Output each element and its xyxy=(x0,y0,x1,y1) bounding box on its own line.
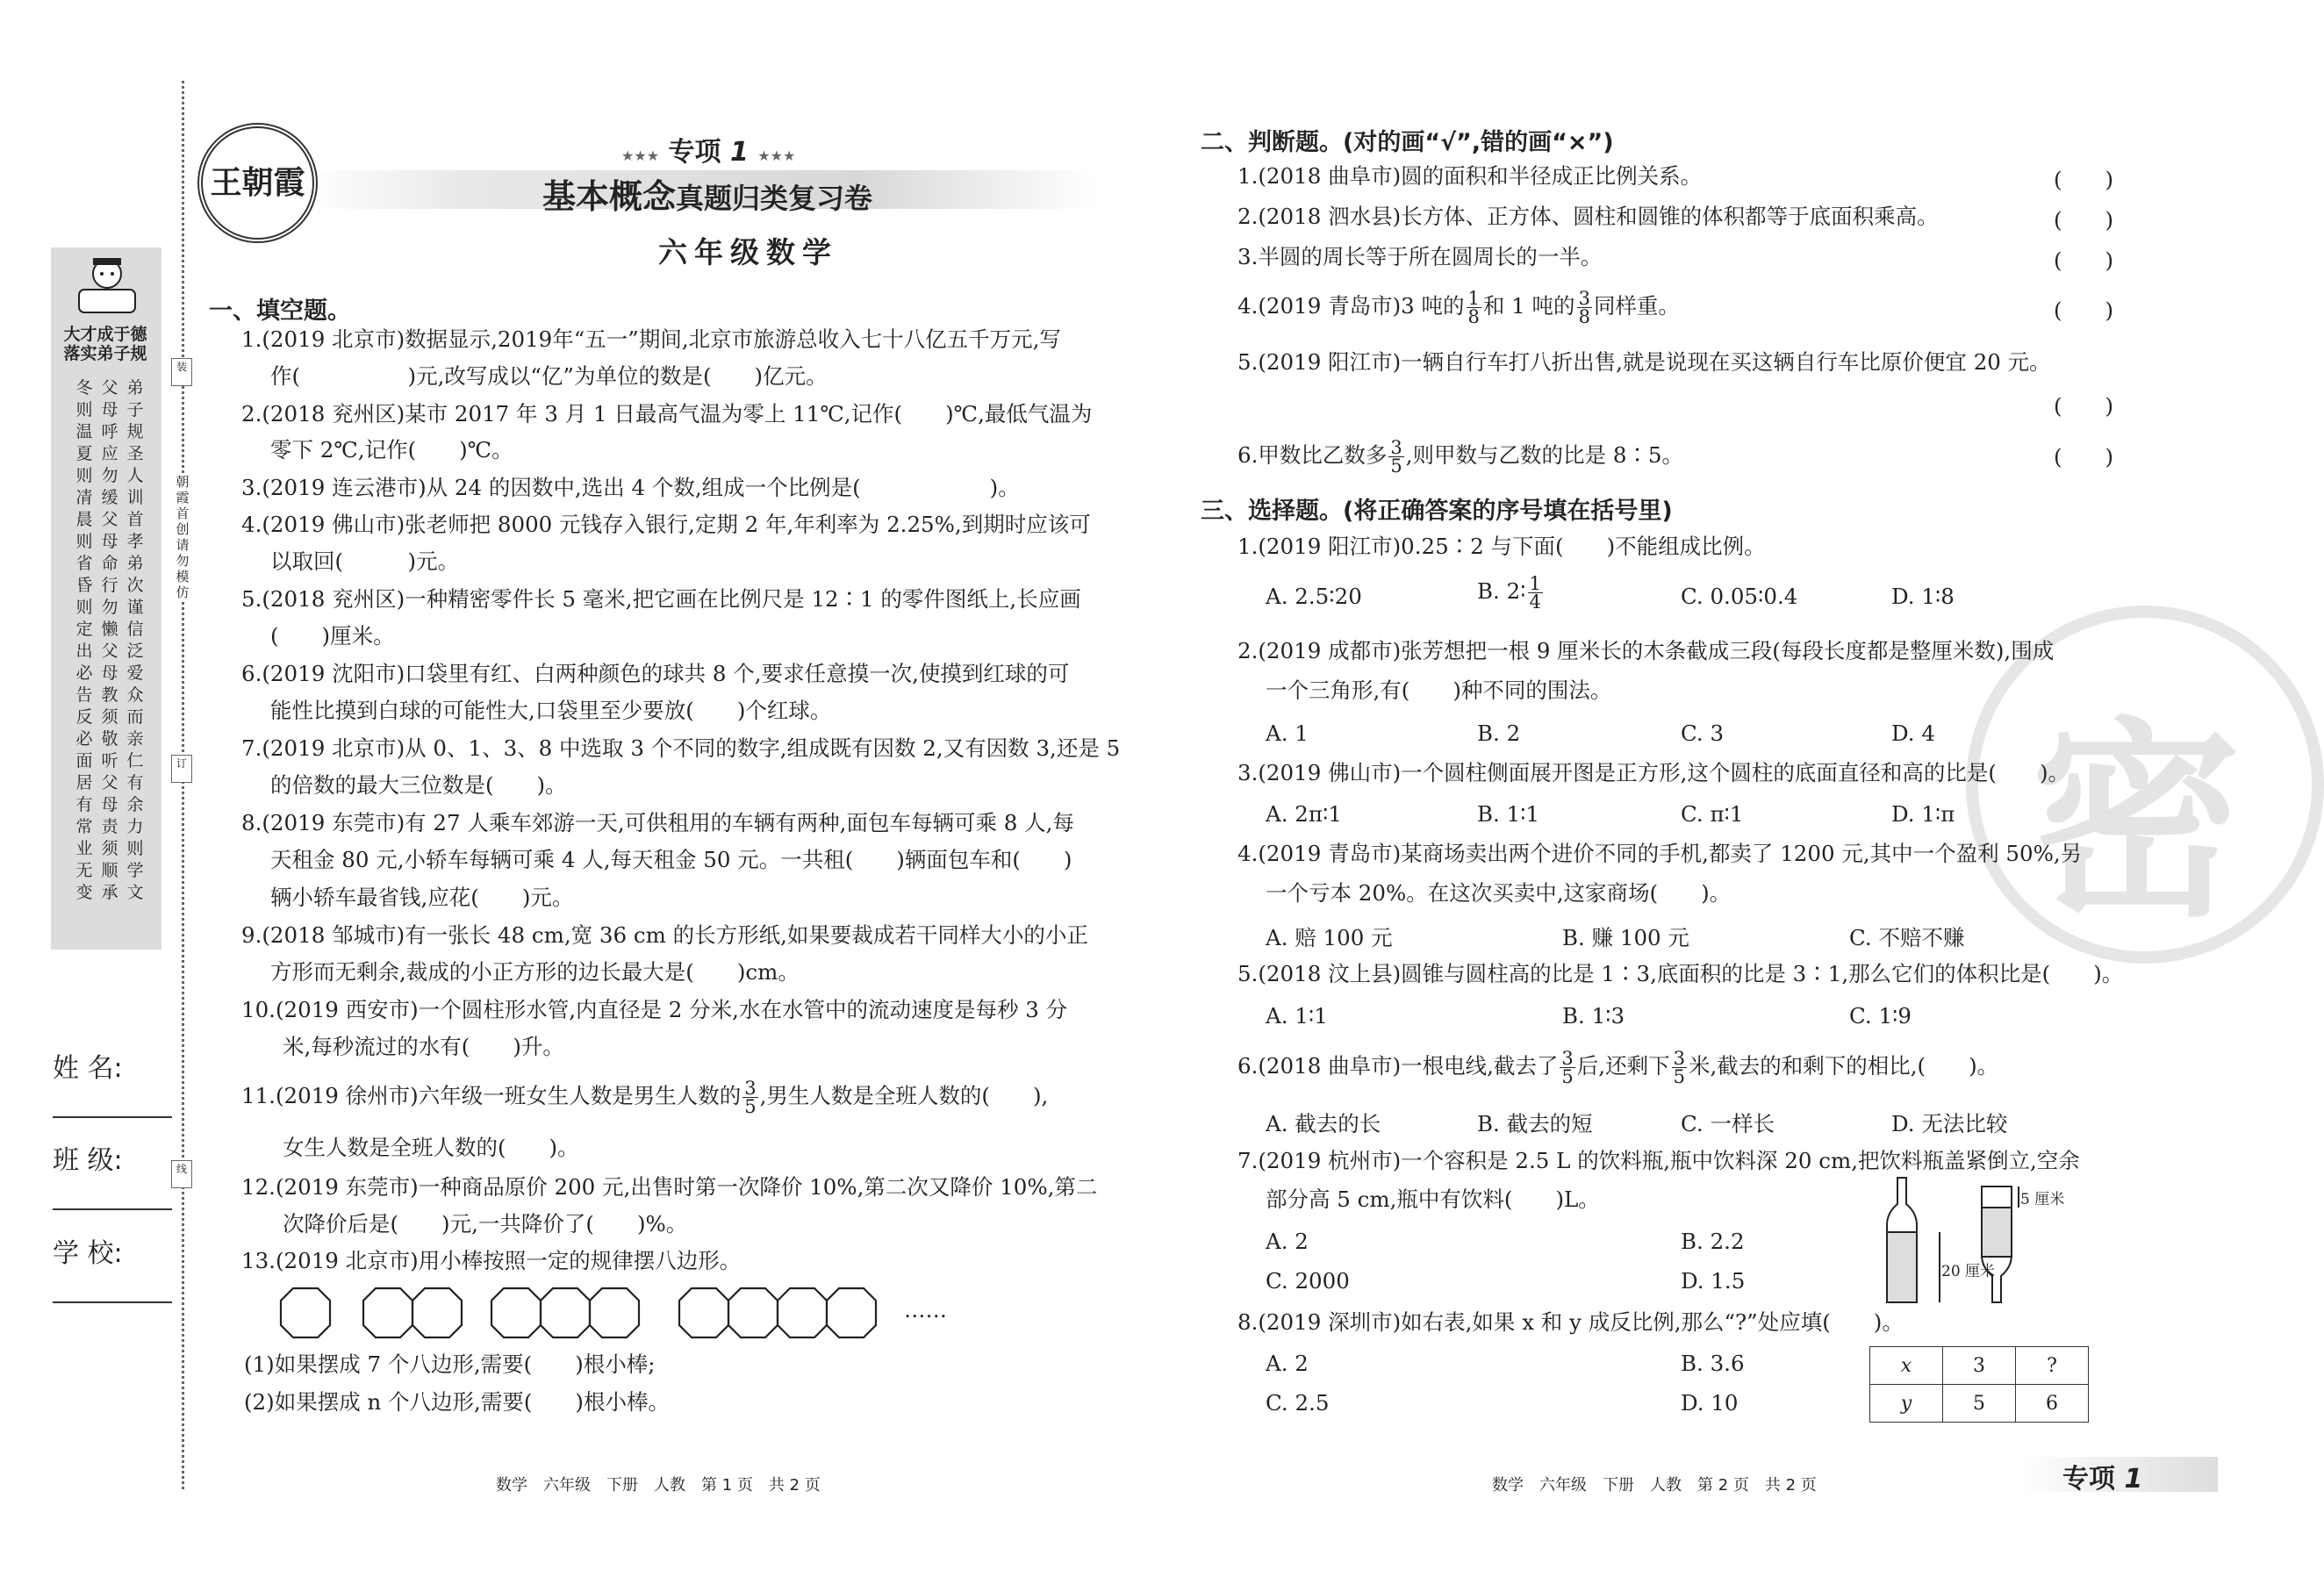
j4-part-b: 和 1 吨的 xyxy=(1482,293,1575,319)
title-bold: 基本概念 xyxy=(542,177,677,216)
octagon-3a xyxy=(491,1288,541,1337)
octagon-4c xyxy=(778,1288,827,1337)
c6-part-c: 米,截去的和剩下的相比,( )。 xyxy=(1688,1053,1999,1079)
octagon-4a xyxy=(679,1288,728,1337)
fraction-1-4 xyxy=(1528,575,1543,611)
cut-tag-2: 订 xyxy=(171,755,192,783)
table-cell: ? xyxy=(2016,1347,2089,1385)
c5-opt-a[interactable]: A. 1∶1 xyxy=(1266,1003,1328,1029)
j1: 1.(2018 曲阜市)圆的面积和半径成正比例关系。 xyxy=(1237,163,1703,189)
paper-title xyxy=(542,169,872,218)
q4-line2: 以取回( )元。 xyxy=(270,548,460,574)
c2-opt-b[interactable]: B. 2 xyxy=(1477,720,1521,746)
corner-text: 专项 xyxy=(2062,1464,2115,1495)
frac-num: 1 xyxy=(1529,573,1541,594)
frac-num: 3 xyxy=(744,1078,757,1099)
q9-line2: 方形而无剩余,裁成的小正方形的边长最大是( )cm。 xyxy=(270,959,800,985)
frac-den: 5 xyxy=(1390,455,1402,477)
q7-line2: 的倍数的最大三位数是( )。 xyxy=(270,772,567,798)
logo-text: 王朝霞 xyxy=(210,164,305,201)
q2-line1: 2.(2018 兖州区)某市 2017 年 3 月 1 日最高气温为零上 11℃,记作( )℃,最低气温为 xyxy=(241,401,1093,427)
subtitle: 六年级数学 xyxy=(658,235,838,269)
cut-tag-1: 装 xyxy=(171,358,192,386)
series-text: 专项 xyxy=(668,137,721,168)
c3-opt-b[interactable]: B. 1∶1 xyxy=(1477,801,1540,827)
name-field-label: 姓 名: xyxy=(53,1053,123,1084)
motto-line-1: 大才成于德 xyxy=(63,325,147,344)
c5: 5.(2018 汶上县)圆锥与圆柱高的比是 1∶3,底面积的比是 3∶1,那么它们的体积比是( )。 xyxy=(1237,961,2124,986)
fraction-3-5 xyxy=(1672,1050,1687,1086)
c7-opt-c[interactable]: C. 2000 xyxy=(1266,1268,1350,1294)
gutter-motto xyxy=(53,325,158,363)
frac-den: 5 xyxy=(744,1096,757,1117)
frac-den: 5 xyxy=(1673,1066,1685,1087)
c1-opt-b[interactable] xyxy=(1477,575,1545,611)
fraction-3-5 xyxy=(742,1079,757,1115)
c2-opt-d[interactable]: D. 4 xyxy=(1891,720,1935,746)
name-field-line[interactable] xyxy=(53,1116,172,1118)
title-rest: 真题归类复习卷 xyxy=(676,182,873,215)
q5-line1: 5.(2018 兖州区)一种精密零件长 5 毫米,把它画在比例尺是 12∶1 的零件图纸上,长应画 xyxy=(241,586,1081,612)
q5-line2: ( )厘米。 xyxy=(270,623,395,649)
j4 xyxy=(1237,290,1680,326)
j5-answer[interactable]: ( ) xyxy=(2054,393,2114,419)
octagon-2b xyxy=(412,1288,462,1337)
c4-opt-b[interactable]: B. 赚 100 元 xyxy=(1562,925,1689,950)
c6-part-a: 6.(2018 曲阜市)一根电线,截去了 xyxy=(1237,1053,1559,1079)
q12-line2: 次降价后是( )元,一共降价了( )%。 xyxy=(283,1211,688,1237)
couplet-col-1: 冬则温 夏则凊 晨则省 昏则定 出必告 反必面 居有常 业无变 xyxy=(75,378,93,902)
q8-line3: 辆小轿车最省钱,应花( )元。 xyxy=(270,885,574,910)
octagon-3b xyxy=(541,1288,590,1337)
c8-opt-b[interactable]: B. 3.6 xyxy=(1681,1351,1745,1376)
cut-note: 朝霞首创 请勿模仿 xyxy=(172,474,193,600)
school-field-label: 学 校: xyxy=(53,1238,123,1269)
c7-line2: 部分高 5 cm,瓶中有饮料( )L。 xyxy=(1266,1186,1600,1212)
j6-part-b: ,则甲数与乙数的比是 8∶5。 xyxy=(1405,442,1683,468)
octagon-3c xyxy=(590,1288,639,1337)
stars-left-icon: ★★★ xyxy=(621,147,660,164)
q1-line2: 作( )元,改写成以“亿”为单位的数是( )亿元。 xyxy=(270,363,828,389)
c8-opt-c[interactable]: C. 2.5 xyxy=(1266,1390,1330,1416)
fraction-1-8 xyxy=(1467,290,1481,326)
c4-line2: 一个亏本 20%。在这次买卖中,这家商场( )。 xyxy=(1266,880,1732,906)
binding-dotted-line xyxy=(182,81,184,1489)
series-num: 1 xyxy=(729,137,749,168)
c4-opt-a[interactable]: A. 赔 100 元 xyxy=(1266,925,1393,950)
fraction-3-5 xyxy=(1560,1050,1574,1086)
frac-den: 8 xyxy=(1578,306,1590,327)
section-choice-title: 三、选择题。(将正确答案的序号填在括号里) xyxy=(1201,498,1673,525)
table-cell: x xyxy=(1870,1347,1943,1385)
frac-num: 1 xyxy=(1467,288,1480,309)
couplet-col-3: 弟子规 圣人训 首孝弟 次谨信 泛爱众 而亲仁 有余力 则学文 xyxy=(126,378,144,902)
q3-line1: 3.(2019 连云港市)从 24 的因数中,选出 4 个数,组成一个比例是( )。 xyxy=(241,475,1020,500)
table-cell: 5 xyxy=(1943,1385,2016,1423)
q12-line1: 12.(2019 东莞市)一种商品原价 200 元,出售时第一次降价 10%,第二次又降价 10%,第二 xyxy=(241,1174,1098,1200)
q6-line2: 能性比摸到白球的可能性大,口袋里至少要放( )个红球。 xyxy=(270,698,832,723)
table-cell: 3 xyxy=(1943,1347,2016,1385)
j3-answer[interactable]: ( ) xyxy=(2054,247,2114,273)
octagon-4b xyxy=(728,1288,778,1337)
octagon-figure xyxy=(279,1283,946,1344)
frac-num: 3 xyxy=(1578,288,1590,309)
footer-right: 数学 六年级 下册 人教 第 2 页 共 2 页 xyxy=(1492,1476,1817,1495)
table-cell: y xyxy=(1870,1385,1943,1423)
q7-line1: 7.(2019 北京市)从 0、1、3、8 中选取 3 个不同的数字,组成既有因数 2,又有因数 3,还是 5 xyxy=(241,735,1121,761)
frac-den: 8 xyxy=(1467,306,1480,327)
c5-opt-c[interactable]: C. 1∶9 xyxy=(1849,1003,1912,1029)
j4-answer[interactable]: ( ) xyxy=(2054,298,2114,323)
fraction-3-8 xyxy=(1577,290,1592,326)
j2: 2.(2018 泗水县)长方体、正方体、圆柱和圆锥的体积都等于底面积乘高。 xyxy=(1237,204,1939,229)
q11-part-a: 11.(2019 徐州市)六年级一班女生人数是男生人数的 xyxy=(241,1083,742,1108)
c6-opt-a[interactable]: A. 截去的长 xyxy=(1266,1111,1381,1136)
section-judge-title: 二、判断题。(对的画“√”,错的画“×”) xyxy=(1201,129,1614,156)
c1-opt-d[interactable]: D. 1∶8 xyxy=(1891,584,1955,609)
c2-opt-a[interactable]: A. 1 xyxy=(1266,720,1309,746)
q13-sub1: (1)如果摆成 7 个八边形,需要( )根小棒; xyxy=(244,1351,656,1377)
corner-label xyxy=(2062,1457,2142,1495)
inverted-liquid xyxy=(1982,1208,2012,1257)
c1-opt-a[interactable]: A. 2.5∶20 xyxy=(1266,584,1362,609)
c4-line1: 4.(2019 青岛市)某商场卖出两个进价不同的手机,都卖了 1200 元,其中一个盈利 50%,另 xyxy=(1237,841,2083,866)
class-field-label: 班 级: xyxy=(53,1145,123,1176)
q8-line2: 天租金 80 元,小轿车每辆可乘 4 人,每天租金 50 元。一共租( )辆面包车和( ) xyxy=(270,847,1072,872)
j3: 3.半圆的周长等于所在圆周长的一半。 xyxy=(1237,244,1603,269)
frac-den: 4 xyxy=(1529,591,1541,613)
j1-answer[interactable]: ( ) xyxy=(2054,167,2114,192)
c8: 8.(2019 深圳市)如右表,如果 x 和 y 成反比例,那么“?”处应填( )。 xyxy=(1237,1309,1904,1335)
q4-line1: 4.(2019 佛山市)张老师把 8000 元钱存入银行,定期 2 年,年利率为 2.25%,到期时应该可 xyxy=(241,512,1091,537)
c7-opt-d[interactable]: D. 1.5 xyxy=(1681,1268,1746,1294)
j6-answer[interactable]: ( ) xyxy=(2054,444,2114,470)
c1: 1.(2019 阳江市)0.25∶2 与下面( )不能组成比例。 xyxy=(1237,534,1766,559)
q10-line1: 10.(2019 西安市)一个圆柱形水管,内直径是 2 分米,水在水管中的流动速度是每秒 3 分 xyxy=(241,997,1068,1022)
c6-opt-b[interactable]: B. 截去的短 xyxy=(1477,1111,1593,1136)
q1-line1: 1.(2019 北京市)数据显示,2019年“五一”期间,北京市旅游总收入七十八亿五千万元,写 xyxy=(241,326,1061,352)
scholar-icon xyxy=(74,254,140,316)
c3-opt-c[interactable]: C. π∶1 xyxy=(1681,801,1744,827)
table-cell: 6 xyxy=(2016,1385,2089,1423)
c7-opt-b[interactable]: B. 2.2 xyxy=(1681,1229,1745,1254)
frac-num: 3 xyxy=(1390,437,1402,458)
c1-opt-b-text: B. 2∶ xyxy=(1477,578,1526,604)
j6-part-a: 6.甲数比乙数多 xyxy=(1237,442,1388,468)
c5-opt-b[interactable]: B. 1∶3 xyxy=(1562,1003,1625,1029)
series-label xyxy=(621,130,795,168)
q11-part-b: ,男生人数是全班人数的( ), xyxy=(759,1083,1049,1108)
octagon-2a xyxy=(363,1288,412,1337)
c6 xyxy=(1237,1050,1998,1086)
j4-part-a: 4.(2019 青岛市)3 吨的 xyxy=(1237,293,1465,319)
brand-logo xyxy=(197,123,318,243)
c3-opt-d[interactable]: D. 1∶π xyxy=(1891,801,1955,827)
stars-right-icon: ★★★ xyxy=(757,147,796,164)
c3: 3.(2019 佛山市)一个圆柱侧面展开图是正方形,这个圆柱的底面直径和高的比是( )。 xyxy=(1237,760,2070,785)
q9-line1: 9.(2018 邹城市)有一张长 48 cm,宽 36 cm 的长方形纸,如果要裁成若干同样大小的小正 xyxy=(241,922,1088,948)
c7-line1: 7.(2019 杭州市)一个容积是 2.5 L 的饮料瓶,瓶中饮料深 20 cm,把饮料瓶盖紧倒立,空余 xyxy=(1237,1148,2080,1173)
frac-num: 3 xyxy=(1561,1048,1574,1069)
c6-part-b: 后,还剩下 xyxy=(1576,1053,1670,1079)
c8-opt-d[interactable]: D. 10 xyxy=(1681,1390,1739,1416)
corner-num: 1 xyxy=(2124,1464,2143,1495)
c4-opt-c[interactable]: C. 不赔不赚 xyxy=(1849,925,1965,950)
bottle-label-5cm: 5 厘米 xyxy=(2020,1191,2065,1208)
couplet-col-2: 父母呼 应勿缓 父母命 行勿懒 父母教 须敬听 父母责 须顺承 xyxy=(101,378,118,902)
cut-tag-3: 线 xyxy=(171,1160,192,1188)
motto-line-2: 落实弟子规 xyxy=(63,344,147,363)
ellipsis: …… xyxy=(904,1297,947,1323)
j2-answer[interactable]: ( ) xyxy=(2054,207,2114,233)
octagon-1 xyxy=(281,1288,330,1337)
bottle-label-20cm: 20 厘米 xyxy=(1941,1263,1996,1280)
q2-line2: 零下 2℃,记作( )℃。 xyxy=(270,437,513,462)
footer-left: 数学 六年级 下册 人教 第 1 页 共 2 页 xyxy=(496,1476,821,1495)
class-field-line[interactable] xyxy=(53,1208,172,1210)
c1-opt-c[interactable]: C. 0.05∶0.4 xyxy=(1681,584,1798,609)
j6 xyxy=(1237,439,1683,475)
q10-line2: 米,每秒流过的水有( )升。 xyxy=(283,1034,564,1059)
fraction-3-5 xyxy=(1388,439,1403,475)
table-row xyxy=(1870,1385,2089,1423)
j4-part-c: 同样重。 xyxy=(1593,293,1680,319)
c7-opt-a[interactable]: A. 2 xyxy=(1266,1229,1309,1254)
q11-line1 xyxy=(241,1079,1048,1115)
c6-opt-c[interactable]: C. 一样长 xyxy=(1681,1111,1775,1136)
j5: 5.(2019 阳江市)一辆自行车打八折出售,就是说现在买这辆自行车比原价便宜 20 元。 xyxy=(1237,349,2051,375)
q13-line1: 13.(2019 北京市)用小棒按照一定的规律摆八边形。 xyxy=(241,1248,742,1273)
q8-line1: 8.(2019 东莞市)有 27 人乘车郊游一天,可供租用的车辆有两种,面包车每辆可乘 8 人,每 xyxy=(241,810,1074,835)
upright-liquid xyxy=(1887,1232,1917,1302)
q6-line1: 6.(2019 沈阳市)口袋里有红、白两种颜色的球共 8 个,要求任意摸一次,使摸到红球的可 xyxy=(241,661,1070,686)
c2-opt-c[interactable]: C. 3 xyxy=(1681,720,1725,746)
octagon-4d xyxy=(827,1288,876,1337)
q11-line2: 女生人数是全班人数的( )。 xyxy=(283,1135,579,1160)
q13-sub2: (2)如果摆成 n 个八边形,需要( )根小棒。 xyxy=(244,1389,670,1415)
c2-line2: 一个三角形,有( )种不同的围法。 xyxy=(1266,677,1612,703)
frac-num: 3 xyxy=(1673,1048,1685,1069)
bottle-diagram xyxy=(1878,1176,2036,1308)
table-row xyxy=(1870,1347,2089,1385)
xy-table xyxy=(1869,1346,2089,1423)
school-field-line[interactable] xyxy=(53,1301,172,1303)
c3-opt-a[interactable]: A. 2π∶1 xyxy=(1266,801,1342,827)
seal-text: 密 xyxy=(2031,698,2242,945)
section-fill-title: 一、填空题。 xyxy=(209,298,351,325)
c6-opt-d[interactable]: D. 无法比较 xyxy=(1891,1111,2008,1136)
c2-line1: 2.(2019 成都市)张芳想把一根 9 厘米长的木条截成三段(每段长度都是整厘米数),围成 xyxy=(1237,638,2055,663)
c8-opt-a[interactable]: A. 2 xyxy=(1266,1351,1309,1376)
frac-den: 5 xyxy=(1561,1066,1574,1087)
